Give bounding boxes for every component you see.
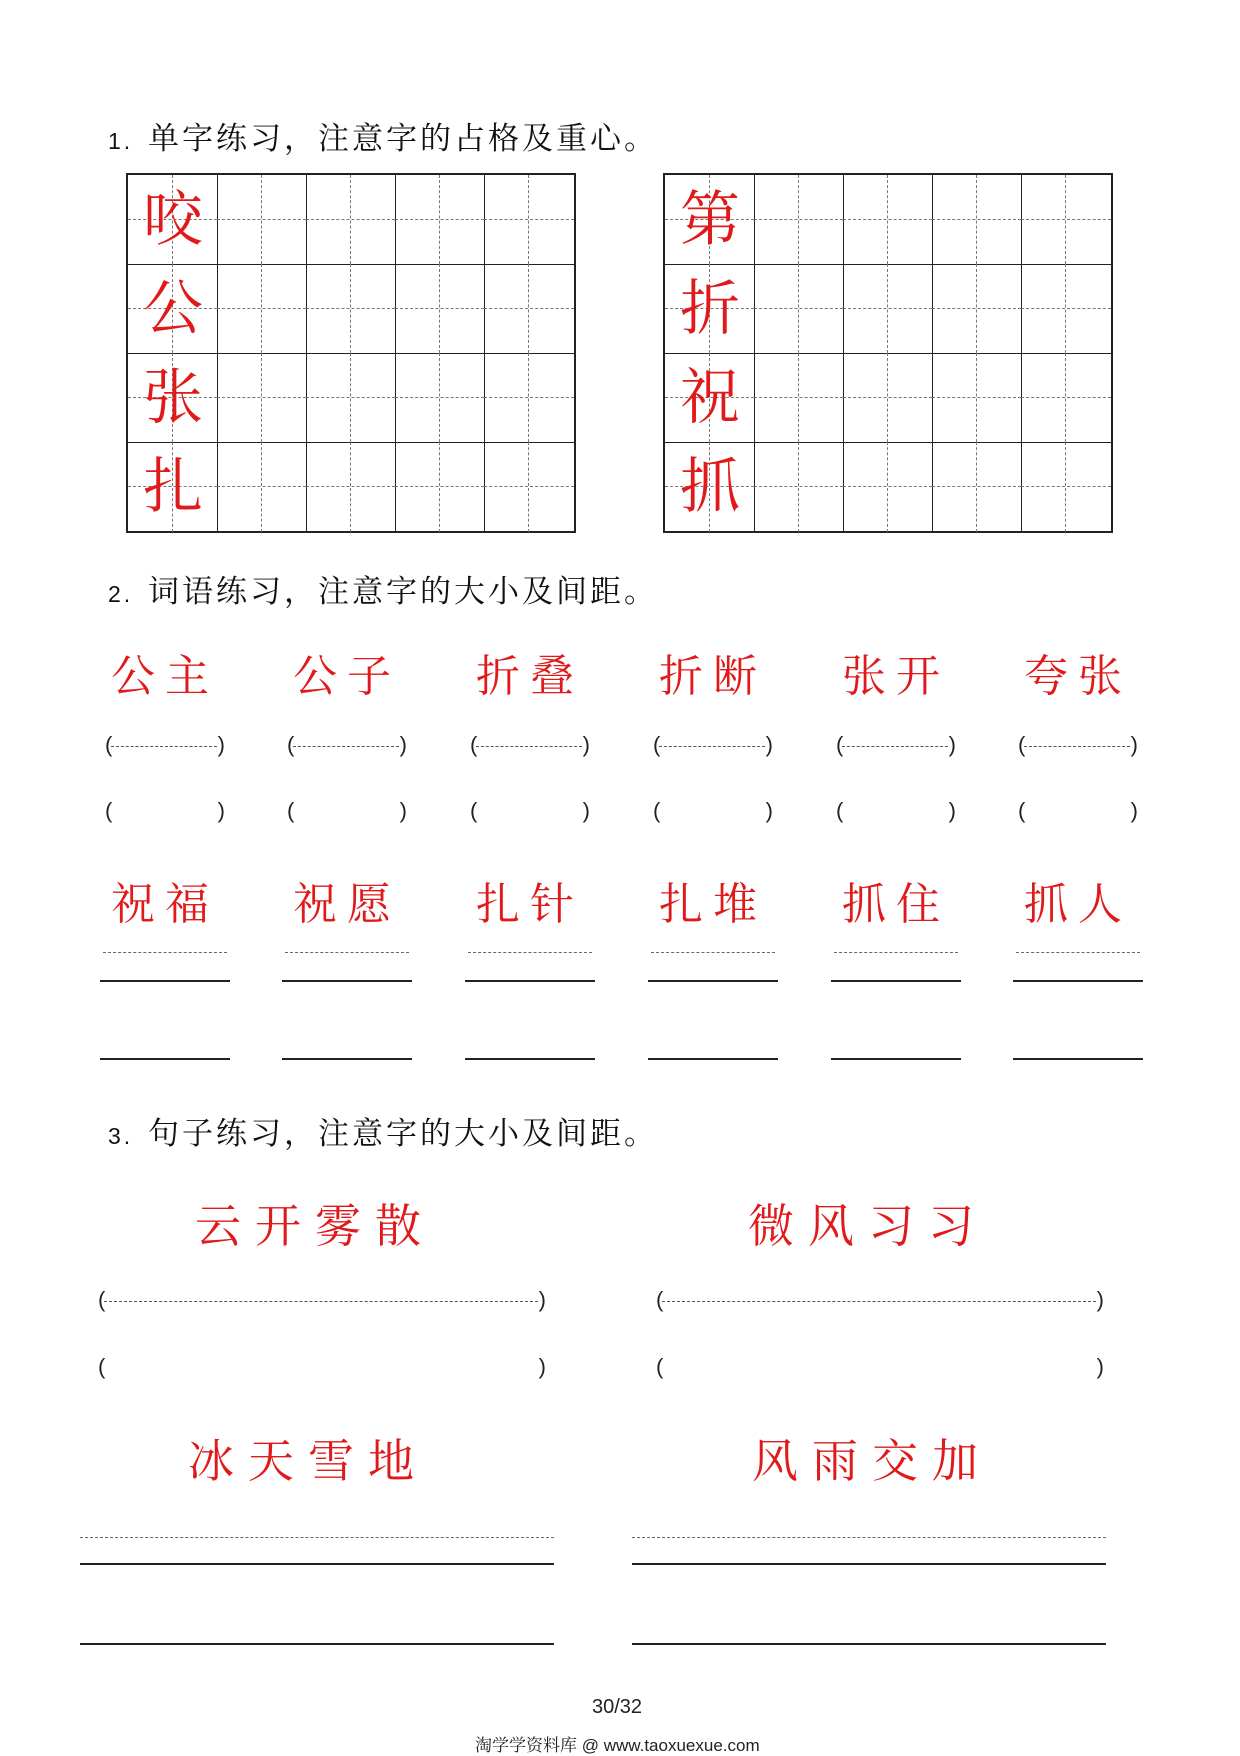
grid-cell [754,353,844,443]
guide-dashed-line [468,952,592,953]
phrase: 云开雾散 [195,1199,435,1253]
answer-parentheses: ( ) [656,1354,1104,1379]
grid-cell [395,175,485,265]
model-character: 第 [680,185,740,255]
answer-parentheses: ( ) [105,798,225,823]
section-2-heading [108,566,658,611]
grid-cell [932,264,1022,354]
guide-dashed-line [285,952,409,953]
writing-line [282,1058,412,1060]
grid-cell [484,175,574,265]
writing-line [1013,980,1143,982]
grid-cell [217,353,307,443]
section-number: 2. [108,581,134,607]
practice-word: 张开 [842,651,950,702]
answer-parentheses: ( ) [1018,798,1138,823]
guide-dashed-line [103,952,227,953]
writing-line [80,1563,554,1565]
grid-cell [306,353,396,443]
grid-cell [484,264,574,354]
grid-cell [665,175,755,265]
practice-grid-left [126,173,576,533]
grid-cell [217,264,307,354]
answer-parentheses-dashed: ( ) [656,1287,1104,1312]
writing-line [100,1058,230,1060]
writing-line [632,1563,1106,1565]
practice-word: 祝福 [111,879,219,930]
writing-line [1013,1058,1143,1060]
phrase: 风雨交加 [752,1434,992,1488]
grid-cell [754,442,844,532]
section-title: 句子练习，注意字的大小及间距。 [148,1116,658,1152]
grid-cell [843,353,933,443]
answer-parentheses-dashed: ( ) [105,732,225,757]
writing-line [648,980,778,982]
answer-parentheses-dashed: ( ) [1018,732,1138,757]
model-character: 祝 [680,363,740,433]
writing-line [831,980,961,982]
answer-parentheses-dashed: ( ) [98,1287,546,1312]
grid-cell [395,264,485,354]
practice-word: 扎堆 [659,879,767,930]
section-1-heading [108,113,658,158]
grid-cell [932,353,1022,443]
section-number: 1. [108,128,134,154]
grid-cell [395,353,485,443]
section-title: 单字练习，注意字的占格及重心。 [148,121,658,157]
writing-line [831,1058,961,1060]
grid-cell [754,175,844,265]
practice-word: 抓住 [842,879,950,930]
answer-parentheses: ( ) [653,798,773,823]
practice-word: 公主 [111,651,219,702]
answer-parentheses: ( ) [836,798,956,823]
practice-word: 扎针 [476,879,584,930]
model-character: 扎 [143,452,203,522]
model-character: 张 [143,363,203,433]
grid-cell [1021,175,1111,265]
grid-cell [665,264,755,354]
guide-dashed-line [80,1537,554,1538]
answer-parentheses-dashed: ( ) [653,732,773,757]
model-character: 咬 [143,185,203,255]
model-character: 折 [680,274,740,344]
grid-cell [932,175,1022,265]
model-character: 公 [143,274,203,344]
model-character: 抓 [680,452,740,522]
grid-cell [665,442,755,532]
grid-cell [932,442,1022,532]
grid-cell [754,264,844,354]
phrase: 冰天雪地 [188,1434,428,1488]
grid-cell [128,264,218,354]
grid-cell [843,264,933,354]
practice-word: 夸张 [1024,651,1132,702]
writing-line [632,1643,1106,1645]
grid-cell [128,353,218,443]
guide-dashed-line [834,952,958,953]
grid-cell [395,442,485,532]
answer-parentheses: ( ) [470,798,590,823]
grid-cell [665,353,755,443]
section-3-heading [108,1108,658,1153]
grid-cell [843,442,933,532]
practice-word: 公子 [293,651,401,702]
grid-cell [1021,353,1111,443]
grid-cell [1021,264,1111,354]
grid-cell [217,175,307,265]
grid-cell [128,175,218,265]
grid-cell [484,442,574,532]
answer-parentheses-dashed: ( ) [836,732,956,757]
practice-word: 祝愿 [293,879,401,930]
section-number: 3. [108,1123,134,1149]
grid-cell [1021,442,1111,532]
answer-parentheses: ( ) [287,798,407,823]
writing-line [80,1643,554,1645]
grid-cell [843,175,933,265]
answer-parentheses-dashed: ( ) [287,732,407,757]
grid-cell [306,442,396,532]
writing-line [648,1058,778,1060]
writing-line [100,980,230,982]
grid-cell [306,264,396,354]
grid-cell [128,442,218,532]
section-title: 词语练习，注意字的大小及间距。 [148,574,658,610]
grid-cell [484,353,574,443]
practice-word: 折断 [659,651,767,702]
guide-dashed-line [651,952,775,953]
practice-word: 折叠 [476,651,584,702]
writing-line [465,1058,595,1060]
answer-parentheses: ( ) [98,1354,546,1379]
source-caption: 淘学学资料库 @ www.taoxuexue.com [475,1736,760,1755]
grid-cell [217,442,307,532]
writing-line [282,980,412,982]
practice-word: 抓人 [1024,879,1132,930]
guide-dashed-line [1016,952,1140,953]
page-number: 30/32 [592,1696,643,1718]
phrase: 微风习习 [748,1199,988,1253]
practice-grid-right [663,173,1113,533]
guide-dashed-line [632,1537,1106,1538]
writing-line [465,980,595,982]
answer-parentheses-dashed: ( ) [470,732,590,757]
grid-cell [306,175,396,265]
